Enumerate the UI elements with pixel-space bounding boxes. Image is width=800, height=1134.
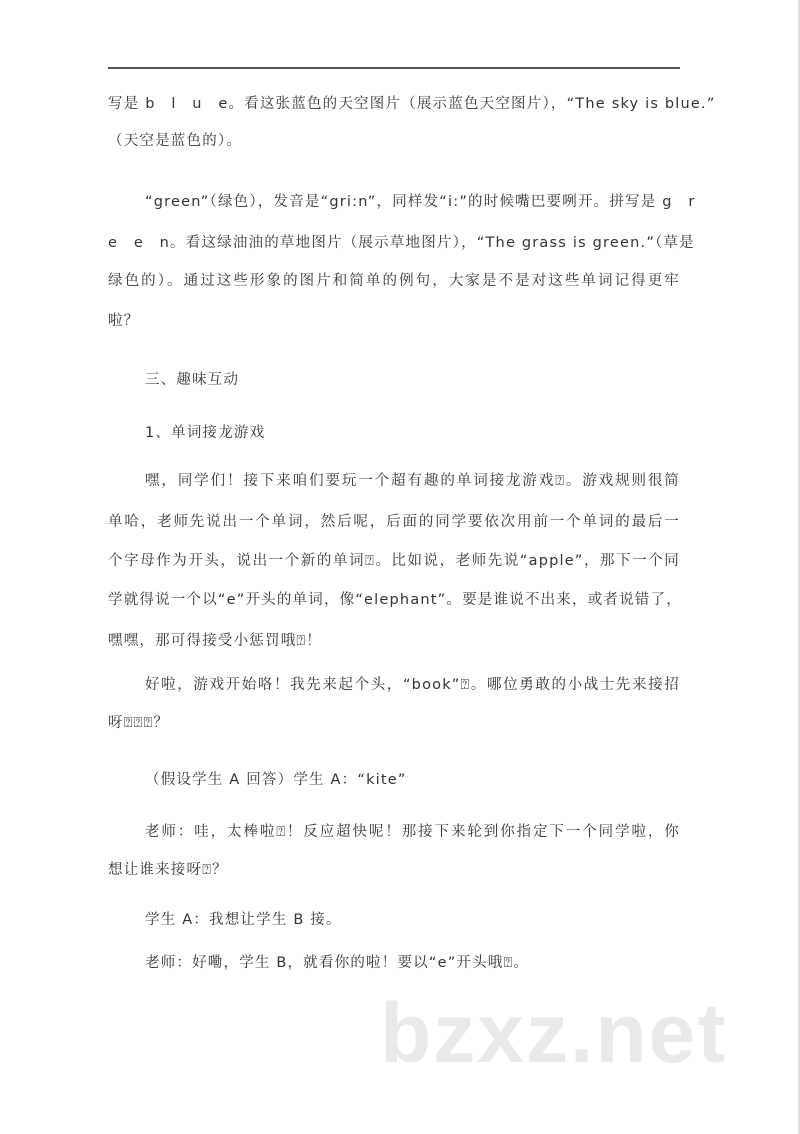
section-heading: 三、趣味互动	[145, 372, 240, 388]
paragraph-line: e e n。看这绿油油的草地图片（展示草地图片），“The grass is green.”（草是	[108, 235, 695, 251]
paragraph-line: 好啦，游戏开始咯！我先来起个头，“book”⍰。哪位勇敢的小战士先来接招	[145, 677, 680, 693]
paragraph-line: 嘿，同学们！接下来咱们要玩一个超有趣的单词接龙游戏⍰。游戏规则很简	[145, 473, 680, 489]
paragraph-line: “green”（绿色），发音是“gri:n”，同样发“i:”的时候嘴巴要咧开。拼写是 g r	[145, 194, 696, 210]
paragraph-line: 呀⍰⍰⍰？	[108, 715, 170, 731]
subsection-heading: 1、单词接龙游戏	[145, 425, 266, 441]
paragraph-line: 单哈，老师先说出一个单词，然后呢，后面的同学要依次用前一个单词的最后一	[108, 514, 680, 530]
paragraph-line: 老师：好嘞，学生 B，就看你的啦！要以“e”开头哦⍰。	[145, 955, 530, 971]
paragraph-line: 学就得说一个以“e”开头的单词，像“elephant”。要是谁说不出来，或者说错了，	[108, 592, 682, 608]
paragraph-line: （天空是蓝色的）。	[108, 133, 243, 149]
paragraph-line: 啦？	[108, 313, 140, 329]
paragraph-line: 写是 b l u e。看这张蓝色的天空图片（展示蓝色天空图片），“The sky is blue.”	[108, 96, 716, 112]
paragraph-line: 学生 A：我想让学生 B 接。	[145, 912, 342, 928]
watermark: bzxz.net	[380, 986, 728, 1080]
paragraph-line: 嘿嘿，那可得接受小惩罚哦⍰！	[108, 633, 322, 649]
header-rule	[108, 67, 680, 69]
paragraph-line: 想让谁来接呀⍰？	[108, 862, 228, 878]
paragraph-line: 老师：哇，太棒啦⍰！反应超快呢！那接下来轮到你指定下一个同学啦，你	[145, 824, 680, 840]
paragraph-line: （假设学生 A 回答）学生 A：“kite”	[145, 772, 407, 788]
paragraph-line: 绿色的）。通过这些形象的图片和简单的例句，大家是不是对这些单词记得更牢	[108, 273, 680, 289]
paragraph-line: 个字母作为开头，说出一个新的单词⍰。比如说，老师先说“apple”，那下一个同	[108, 553, 680, 569]
